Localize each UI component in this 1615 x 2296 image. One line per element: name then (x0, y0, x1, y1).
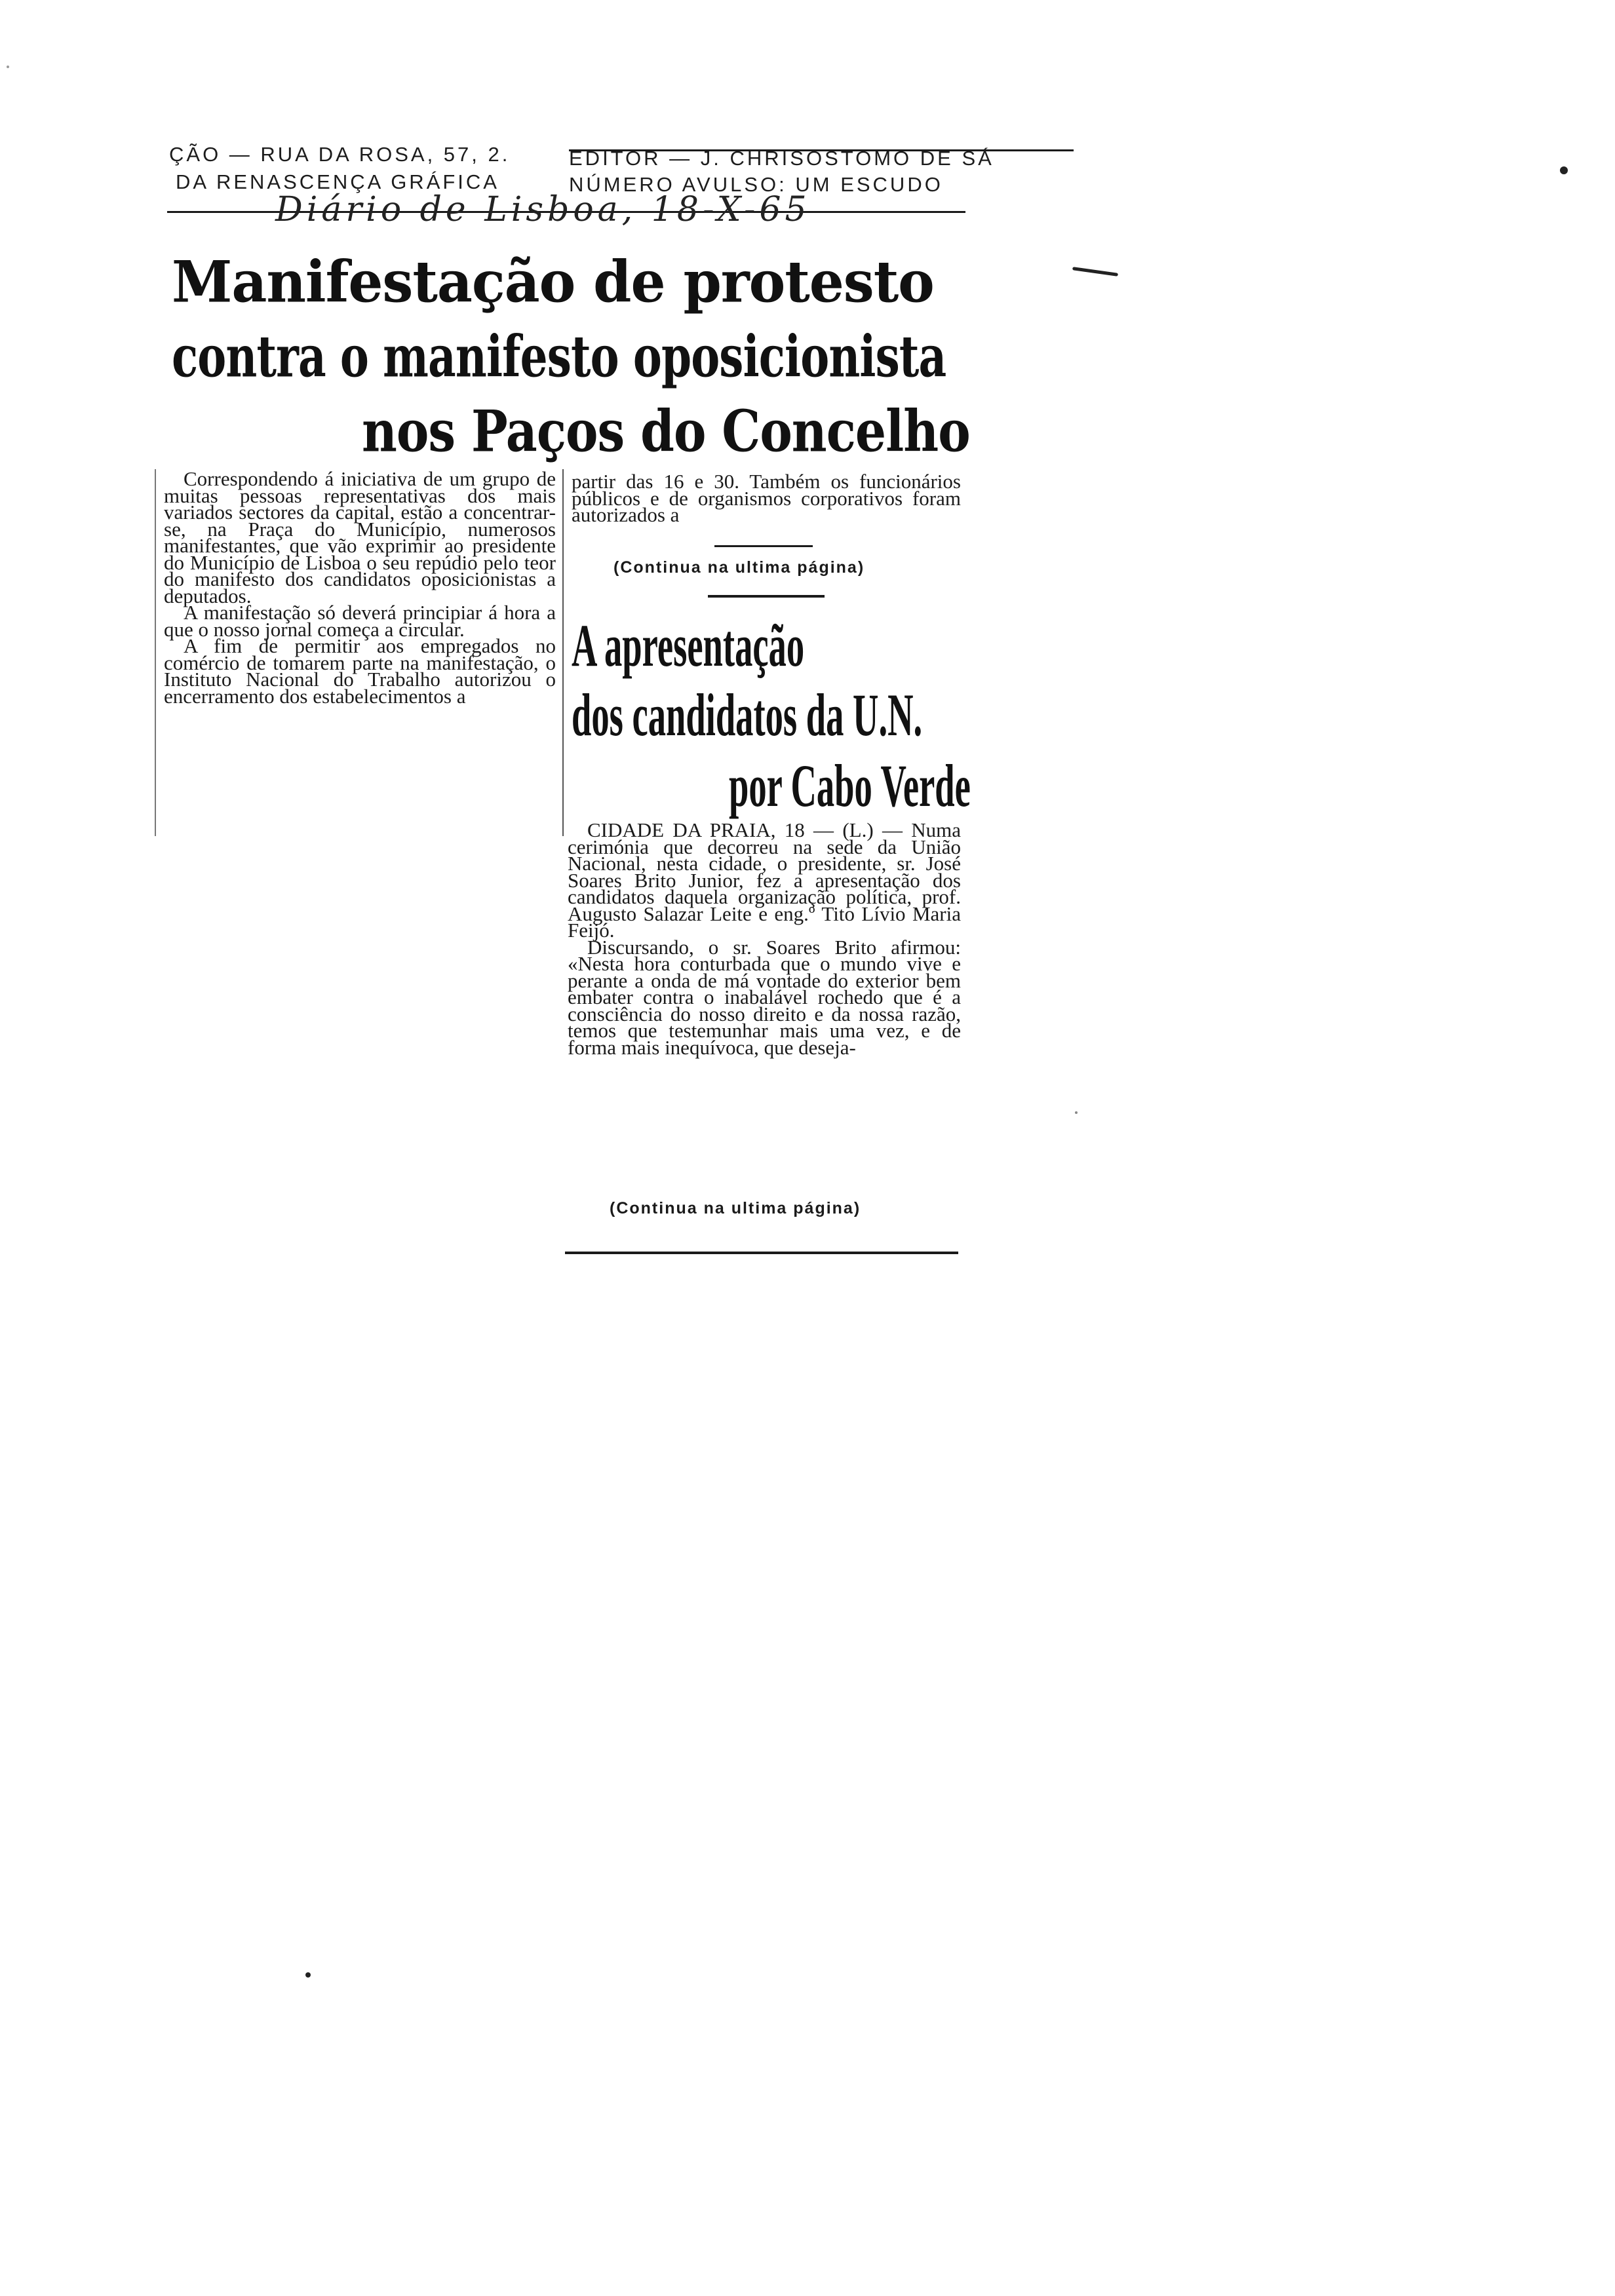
article2-paragraph-2: Discursando, o sr. Soares Brito afirmou: «Nesta hora conturbada que o mundo vive e perante a onda de má vontade do exterior bem embater contra o inabalável rochedo que é a consciência do nosso direito e da nossa razão, temos que testemunhar mais uma vez, e de forma mais inequívoca, que deseja- (568, 935, 961, 1059)
article1-headline-line2: contra o manifesto oposicionista (172, 324, 946, 391)
article2-bottom-rule (565, 1252, 958, 1254)
scan-speck (305, 1972, 311, 1978)
article1-paragraph-2: A manifestação só deverá principiar á hora a que o nosso jornal começa a circular. (164, 601, 556, 641)
article2-paragraph-1: CIDADE DA PRAIA, 18 — (L.) — Numa cerimónia que decorreu na sede da União Nacional, nesta cidade, o presidente, sr. José Soares Brito Junior, fez a apresentação dos candidatos daquela organização política, prof. Augusto Salazar Leite e eng.º Tito Lívio Maria Feijó. (568, 818, 961, 942)
scan-speck (1560, 166, 1568, 174)
article1-column2 (572, 470, 961, 526)
scan-speck (7, 66, 9, 68)
article1-paragraph-1: Correspondendo á iniciativa de um grupo de muitas pessoas representativas dos mais variados sectores da capital, estão a concentrar-se, na Praça do Município, numerosos manifestantes, que vão exprimir ao presidente do Município de Lisboa o seu repúdio pelo teor do manifesto dos candidatos oposicionistas a deputados. (164, 467, 556, 607)
article1-paragraph-3: A fim de permitir aos empregados no comércio de tomarem parte na manifestação, o Instituto Nacional do Trabalho autorizou o encerramento dos estabelecimentos a (164, 634, 556, 708)
column-divider (562, 469, 564, 836)
article2-body (568, 818, 961, 1059)
article2-continued-note: (Continua na ultima página) (610, 1199, 861, 1217)
scan-speck (1075, 1111, 1078, 1114)
article1-continued-note: (Continua na ultima página) (613, 558, 865, 577)
article2-headline-line1: A apresentação (572, 612, 805, 679)
article2-headline-line2: dos candidatos da U.N. (572, 681, 923, 749)
article-separator-rule (708, 595, 825, 598)
article1-column2-text: partir das 16 e 30. Também os funcionários públicos e de organismos corporativos foram autorizados a (572, 470, 961, 526)
masthead-left-line1: ÇÃO — RUA DA ROSA, 57, 2. (169, 143, 511, 166)
article1-continued-rule (714, 545, 813, 547)
masthead-right-line1: EDITOR — J. CHRISOSTOMO DE SÁ (569, 147, 994, 170)
article2-headline-line3: por Cabo Verde (729, 752, 971, 820)
article1-column1 (164, 467, 556, 708)
masthead-left-line2: DA RENASCENÇA GRÁFICA (176, 170, 499, 193)
article1-headline-line1: Manifestação de protesto (172, 249, 934, 316)
scan-speck (1072, 267, 1118, 277)
handwritten-date-note: Diário de Lisboa, 18-X-65 (275, 190, 811, 229)
masthead-right-line2: NÚMERO AVULSO: UM ESCUDO (569, 173, 943, 196)
article1-headline-line3: nos Paços do Concelho (362, 398, 970, 465)
column-left-border (155, 469, 156, 836)
